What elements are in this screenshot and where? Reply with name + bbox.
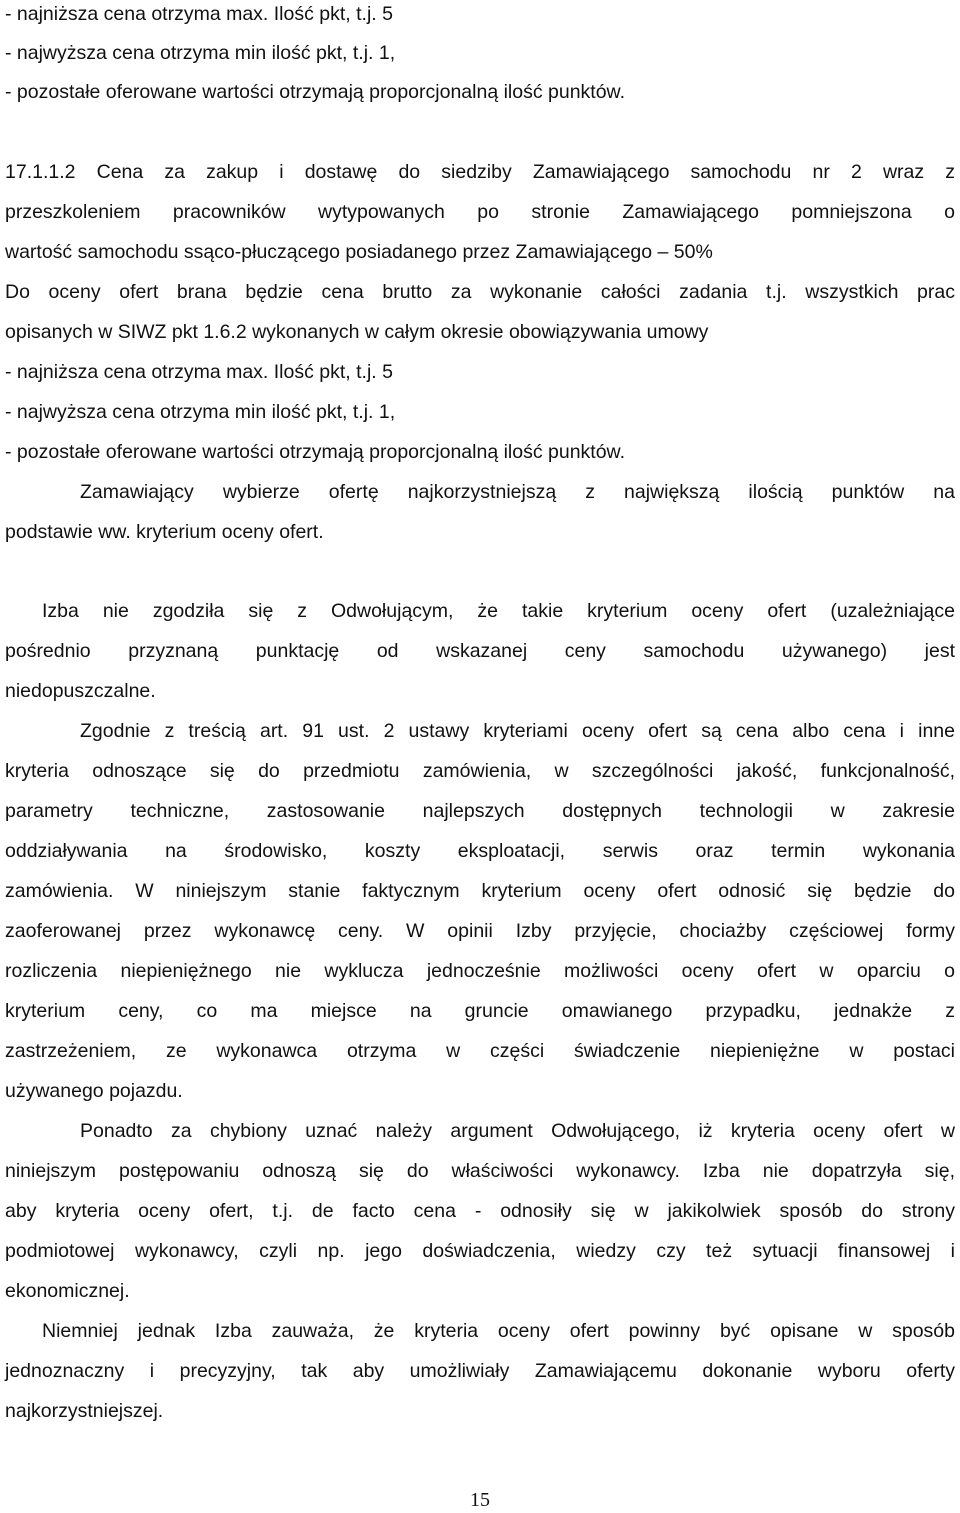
text-line: oddziaływania na środowisko, koszty eksploatacji, serwis oraz termin wykonania <box>5 840 955 862</box>
text-line: aby kryteria oceny ofert, t.j. de facto cena - odnosiły się w jakikolwiek sposób do strony <box>5 1200 955 1222</box>
text-line: kryteria odnoszące się do przedmiotu zamówienia, w szczególności jakość, funkcjonalność, <box>5 760 955 782</box>
text-line: używanego pojazdu. <box>5 1080 183 1102</box>
text-line: przeszkoleniem pracowników wytypowanych po stronie Zamawiającego pomniejszona o <box>5 201 955 223</box>
text-line: jednoznaczny i precyzyjny, tak aby umożliwiały Zamawiającemu dokonanie wyboru oferty <box>5 1360 955 1382</box>
text-line: najkorzystniejszej. <box>5 1400 164 1422</box>
page-number: 15 <box>470 1489 490 1511</box>
text-line: ekonomicznej. <box>5 1280 130 1302</box>
text-line: pośrednio przyznaną punktację od wskazanej ceny samochodu używanego) jest <box>5 640 955 662</box>
text-line: rozliczenia niepieniężnego nie wyklucza jednocześnie możliwości oceny ofert w oparciu o <box>5 960 955 982</box>
text-line: zamówienia. W niniejszym stanie faktycznym kryterium oceny ofert odnosić się będzie do <box>5 880 955 902</box>
text-line: podstawie ww. kryterium oceny ofert. <box>5 521 324 543</box>
text-line: - najwyższa cena otrzyma min ilość pkt, t.j. 1, <box>5 401 396 423</box>
text-line: - pozostałe oferowane wartości otrzymają proporcjonalną ilość punktów. <box>5 81 625 103</box>
text-line: Ponadto za chybiony uznać należy argument Odwołującego, iż kryteria oceny ofert w <box>80 1120 955 1142</box>
text-line: Zamawiający wybierze ofertę najkorzystniejszą z największą ilością punktów na <box>80 481 955 503</box>
text-line: Zgodnie z treścią art. 91 ust. 2 ustawy kryteriami oceny ofert są cena albo cena i inne <box>80 720 955 742</box>
text-line: 17.1.1.2 Cena za zakup i dostawę do siedziby Zamawiającego samochodu nr 2 wraz z <box>5 161 955 183</box>
text-line: niniejszym postępowaniu odnoszą się do właściwości wykonawcy. Izba nie dopatrzyła się, <box>5 1160 955 1182</box>
text-line: podmiotowej wykonawcy, czyli np. jego doświadczenia, wiedzy czy też sytuacji finansowej i <box>5 1240 955 1262</box>
text-line: zaoferowanej przez wykonawcę ceny. W opinii Izby przyjęcie, chociażby częściowej formy <box>5 920 955 942</box>
text-line: kryterium ceny, co ma miejsce na gruncie omawianego przypadku, jednakże z <box>5 1000 955 1022</box>
text-line: zastrzeżeniem, ze wykonawca otrzyma w części świadczenie niepieniężne w postaci <box>5 1040 955 1062</box>
text-line: - najniższa cena otrzyma max. Ilość pkt, t.j. 5 <box>5 361 393 383</box>
text-line: Niemniej jednak Izba zauważa, że kryteria oceny ofert powinny być opisane w sposób <box>42 1320 955 1342</box>
text-line: wartość samochodu ssąco-płuczącego posiadanego przez Zamawiającego – 50% <box>5 241 713 263</box>
text-line: Do oceny ofert brana będzie cena brutto za wykonanie całości zadania t.j. wszystkich prac <box>5 281 955 303</box>
text-line: - pozostałe oferowane wartości otrzymają proporcjonalną ilość punktów. <box>5 441 625 463</box>
text-line: opisanych w SIWZ pkt 1.6.2 wykonanych w całym okresie obowiązywania umowy <box>5 321 709 343</box>
text-line: niedopuszczalne. <box>5 680 156 702</box>
text-line: parametry techniczne, zastosowanie najlepszych dostępnych technologii w zakresie <box>5 800 955 822</box>
text-line: - najwyższa cena otrzyma min ilość pkt, t.j. 1, <box>5 42 396 64</box>
text-line: Izba nie zgodziła się z Odwołującym, że takie kryterium oceny ofert (uzależniające <box>42 600 955 622</box>
text-line: - najniższa cena otrzyma max. Ilość pkt, t.j. 5 <box>5 3 393 25</box>
